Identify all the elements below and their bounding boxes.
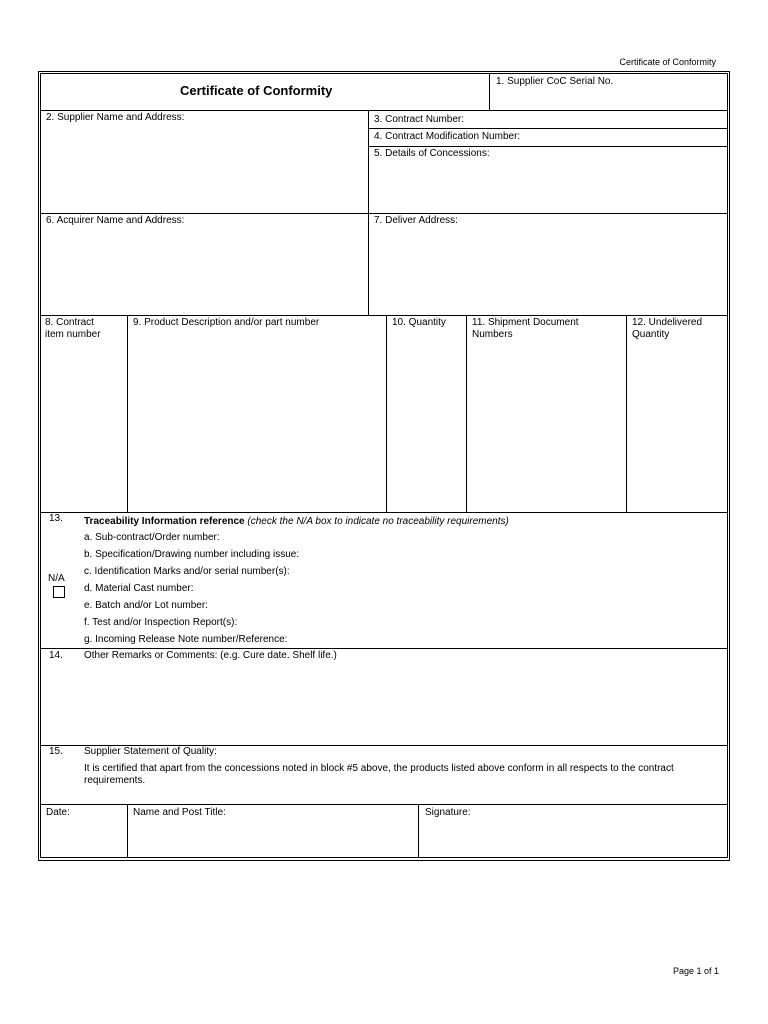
field-11-label-line1: 11. Shipment Document xyxy=(472,317,579,328)
traceability-item[interactable]: c. Identification Marks and/or serial number(s): xyxy=(84,566,290,577)
field-8-label-line1: 8. Contract xyxy=(45,317,94,328)
traceability-item[interactable]: a. Sub-contract/Order number: xyxy=(84,532,220,543)
field-15-cell xyxy=(40,745,728,805)
field-1-label: 1. Supplier CoC Serial No. xyxy=(496,76,614,87)
field-2-cell[interactable] xyxy=(40,110,369,214)
field-7-cell[interactable] xyxy=(368,213,728,316)
field-2-label: 2. Supplier Name and Address: xyxy=(46,112,185,123)
field-9-cell[interactable] xyxy=(127,315,387,513)
field-6-cell[interactable] xyxy=(40,213,369,316)
traceability-item[interactable]: g. Incoming Release Note number/Reference: xyxy=(84,634,288,645)
field-5-cell[interactable] xyxy=(368,146,728,214)
field-8-cell[interactable] xyxy=(40,315,128,513)
field-13-note: (check the N/A box to indicate no traceability requirements) xyxy=(247,516,509,527)
field-13-cell xyxy=(40,512,728,649)
field-12-label-line2: Quantity xyxy=(632,329,670,340)
running-header: Certificate of Conformity xyxy=(619,57,716,67)
na-label: N/A xyxy=(48,573,65,584)
title-cell xyxy=(40,73,490,111)
field-11-label-line2: Numbers xyxy=(472,329,513,340)
field-4-label: 4. Contract Modification Number: xyxy=(374,131,521,142)
signature-label: Signature: xyxy=(425,807,471,818)
field-4-cell[interactable] xyxy=(368,128,728,147)
field-5-label: 5. Details of Concessions: xyxy=(374,148,490,159)
date-label: Date: xyxy=(46,807,70,818)
field-15-title: Supplier Statement of Quality: xyxy=(84,746,217,757)
field-13-number: 13. xyxy=(49,513,63,524)
field-13-heading xyxy=(84,516,509,528)
field-10-cell[interactable] xyxy=(386,315,467,513)
form-title: Certificate of Conformity xyxy=(180,83,333,98)
field-13-title: Traceability Information reference xyxy=(84,516,245,527)
na-checkbox[interactable] xyxy=(53,586,65,598)
page-number: Page 1 of 1 xyxy=(672,966,719,976)
traceability-item[interactable]: f. Test and/or Inspection Report(s): xyxy=(84,617,238,628)
field-15-statement: It is certified that apart from the concessions noted in block #5 above, the products listed above conform in all respects to the contract requirements. xyxy=(84,763,674,786)
signature-cell[interactable] xyxy=(418,804,728,858)
field-12-cell[interactable] xyxy=(626,315,728,513)
field-9-label: 9. Product Description and/or part number xyxy=(133,317,320,328)
field-3-label: 3. Contract Number: xyxy=(374,114,465,125)
name-title-cell[interactable] xyxy=(127,804,419,858)
traceability-item[interactable]: e. Batch and/or Lot number: xyxy=(84,600,208,611)
field-14-cell[interactable] xyxy=(40,648,728,746)
field-10-label: 10. Quantity xyxy=(392,317,446,328)
field-8-label-line2: item number xyxy=(45,329,101,340)
field-6-label: 6. Acquirer Name and Address: xyxy=(46,215,185,226)
field-1-cell[interactable] xyxy=(489,73,728,111)
field-11-cell[interactable] xyxy=(466,315,627,513)
field-14-number: 14. xyxy=(49,650,63,661)
traceability-item[interactable]: d. Material Cast number: xyxy=(84,583,194,594)
date-cell[interactable] xyxy=(40,804,128,858)
field-14-label: Other Remarks or Comments: (e.g. Cure date. Shelf life.) xyxy=(84,650,337,661)
field-12-label-line1: 12. Undelivered xyxy=(632,317,703,328)
traceability-item[interactable]: b. Specification/Drawing number including issue: xyxy=(84,549,300,560)
field-3-cell[interactable] xyxy=(368,110,728,129)
name-title-label: Name and Post Title: xyxy=(133,807,226,818)
field-15-number: 15. xyxy=(49,746,63,757)
field-7-label: 7. Deliver Address: xyxy=(374,215,458,226)
